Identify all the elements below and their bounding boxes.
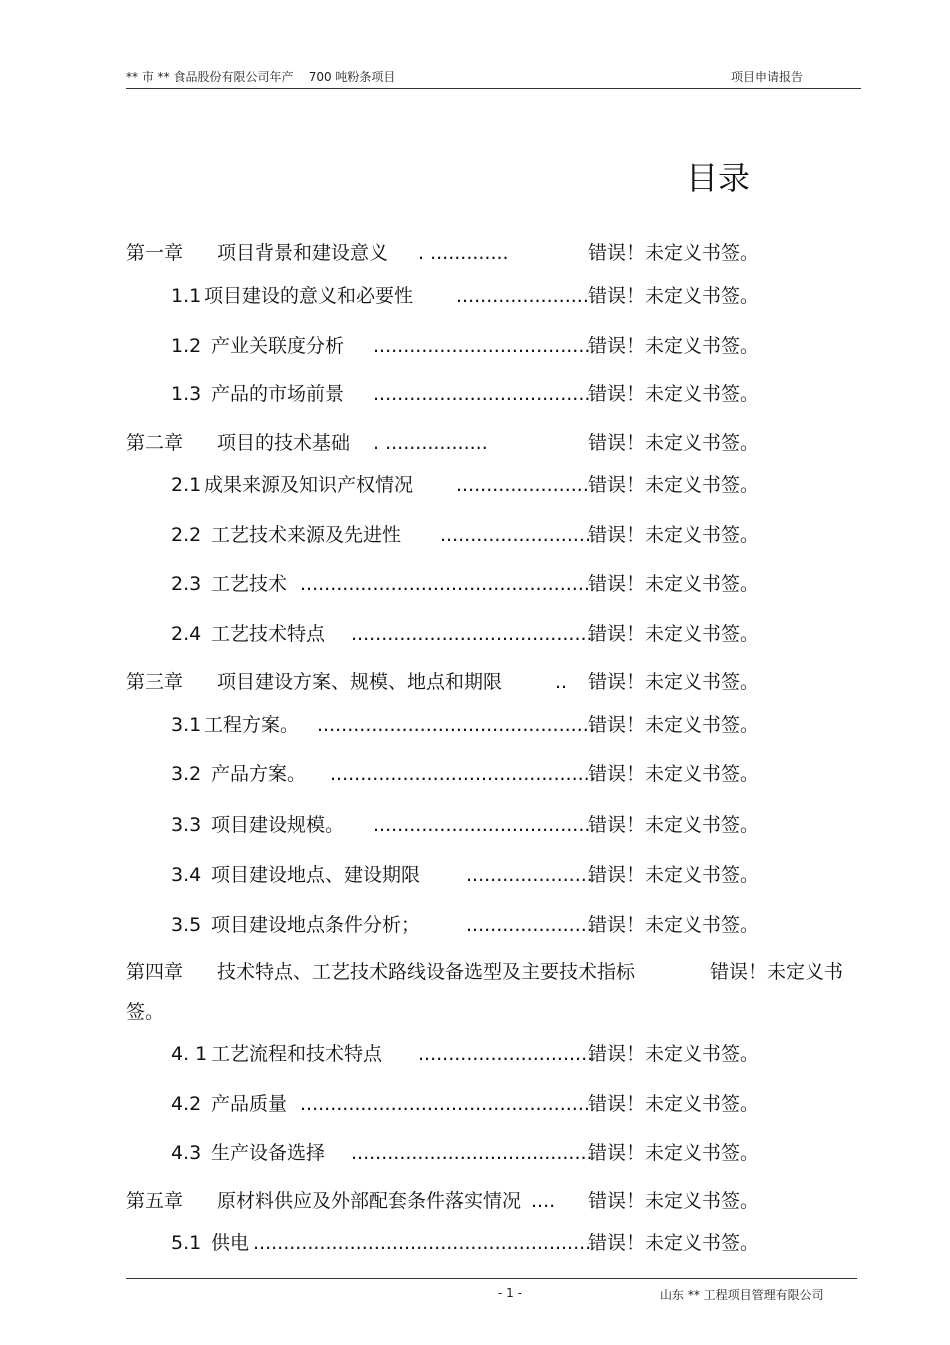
toc-entry-page-ref: 错误！未定义书签。 <box>588 1142 760 1164</box>
toc-entry-page-ref: 错误！未定义书签。 <box>588 524 760 546</box>
toc-entry-page-ref: 错误！未定义书签。 <box>588 474 760 496</box>
toc-entry-label: 工程方案。 <box>204 714 300 736</box>
toc-entry-number: 第二章 <box>126 432 184 454</box>
toc-entry-number: 3.5 <box>171 914 202 936</box>
toc-leader-dots: .... <box>531 1190 556 1212</box>
toc-entry-label: 生产设备选择 <box>211 1142 326 1164</box>
toc-entry-number: 3.2 <box>171 763 202 785</box>
toc-entry-label: 项目建设规模。 <box>211 814 345 836</box>
toc-leader-dots: .. <box>555 671 568 693</box>
toc-entry-label: 工艺技术特点 <box>211 623 326 645</box>
toc-entry-page-ref-continued: 签。 <box>126 1001 165 1023</box>
toc-leader-dots: ................................................ <box>300 1093 590 1115</box>
toc-entry-chapter-1[interactable] <box>0 241 950 265</box>
toc-entry-page-ref: 错误！未定义书签。 <box>588 914 760 936</box>
toc-entry-section-2-1[interactable] <box>0 473 950 497</box>
toc-entry-number: 第四章 <box>126 961 184 983</box>
toc-entry-section-3-1[interactable] <box>0 713 950 737</box>
toc-leader-dots: .................................... <box>373 383 591 405</box>
toc-entry-section-2-3[interactable] <box>0 572 950 596</box>
toc-entry-label: 工艺流程和技术特点 <box>211 1043 383 1065</box>
toc-entry-number: 2.2 <box>171 524 202 546</box>
footer-rule <box>126 1278 857 1279</box>
toc-entry-page-ref: 错误！未定义书签。 <box>588 714 760 736</box>
toc-entry-number: 2.1 <box>171 474 202 496</box>
toc-leader-dots: ..................... <box>466 864 593 886</box>
toc-entry-label: 工艺技术 <box>211 573 288 595</box>
toc-entry-label: 项目建设地点条件分析； <box>211 914 421 936</box>
toc-entry-number: 1.1 <box>171 285 202 307</box>
toc-entry-page-ref: 错误！未定义书签。 <box>588 1093 760 1115</box>
toc-entry-label: 产品的市场前景 <box>211 383 345 405</box>
toc-leader-dots: .............................................. <box>317 714 595 736</box>
toc-entry-label: 产业关联度分析 <box>211 335 345 357</box>
toc-entry-page-ref: 错误！未定义书签。 <box>588 432 760 454</box>
toc-leader-dots: ...................... <box>456 474 589 496</box>
toc-entry-number: 4.2 <box>171 1093 202 1115</box>
toc-leader-dots: ......................... <box>440 524 591 546</box>
toc-entry-label: 工艺技术来源及先进性 <box>211 524 402 546</box>
toc-entry-label: 项目建设方案、规模、地点和期限 <box>217 671 503 693</box>
toc-entry-number: 1.2 <box>171 335 202 357</box>
toc-entry-chapter-3[interactable] <box>0 670 950 694</box>
toc-entry-number: 3.4 <box>171 864 202 886</box>
toc-entry-number: 4.3 <box>171 1142 202 1164</box>
toc-leader-dots: . ............. <box>418 242 509 264</box>
toc-leader-dots: ............................. <box>418 1043 594 1065</box>
toc-leader-dots: ................................................ <box>300 573 590 595</box>
toc-leader-dots: ..................... <box>466 914 593 936</box>
toc-entry-section-1-2[interactable] <box>0 334 950 358</box>
toc-entry-section-4-1[interactable] <box>0 1042 950 1066</box>
toc-entry-number: 2.3 <box>171 573 202 595</box>
toc-entry-label: 原材料供应及外部配套条件落实情况 <box>217 1190 522 1212</box>
toc-entry-page-ref: 错误！未定义书签。 <box>588 763 760 785</box>
toc-entry-page-ref: 错误！未定义书签。 <box>588 1232 760 1254</box>
toc-leader-dots: . ................. <box>373 432 488 454</box>
toc-entry-page-ref: 错误！未定义书签。 <box>588 814 760 836</box>
toc-entry-section-1-3[interactable] <box>0 382 950 406</box>
toc-entry-section-3-3[interactable] <box>0 813 950 837</box>
toc-entry-label: 供电 <box>211 1232 250 1254</box>
toc-entry-label: 产品质量 <box>211 1093 288 1115</box>
toc-entry-page-ref: 错误！未定义书签。 <box>588 623 760 645</box>
toc-entry-section-3-5[interactable] <box>0 913 950 937</box>
toc-entry-number: 1.3 <box>171 383 202 405</box>
toc-entry-section-4-3[interactable] <box>0 1141 950 1165</box>
toc-entry-section-3-2[interactable] <box>0 762 950 786</box>
toc-leader-dots: ........................................ <box>351 623 593 645</box>
toc-leader-dots: ........................................................ <box>253 1232 592 1254</box>
toc-entry-section-3-4[interactable] <box>0 863 950 887</box>
toc-entry-label: 产品方案。 <box>211 763 307 785</box>
toc-entry-number: 2.4 <box>171 623 202 645</box>
toc-entry-number: 3.1 <box>171 714 202 736</box>
running-header-right: 项目申请报告 <box>731 70 804 84</box>
toc-entry-page-ref: 错误！未定义书签。 <box>588 383 760 405</box>
toc-entry-page-ref: 错误！未定义书签。 <box>588 1043 760 1065</box>
toc-entry-chapter-2[interactable] <box>0 431 950 455</box>
toc-entry-section-2-4[interactable] <box>0 622 950 646</box>
toc-entry-page-ref: 错误！未定义书签。 <box>588 1190 760 1212</box>
toc-entry-label: 项目建设的意义和必要性 <box>204 285 414 307</box>
toc-entry-number: 第五章 <box>126 1190 184 1212</box>
toc-entry-label: 技术特点、工艺技术路线设备选型及主要技术指标 <box>217 961 636 983</box>
page-number: - 1 - <box>498 1286 522 1300</box>
toc-entry-number: 第三章 <box>126 671 184 693</box>
toc-entry-section-5-1[interactable] <box>0 1231 950 1255</box>
toc-entry-label: 项目背景和建设意义 <box>217 242 389 264</box>
footer-company: 山东 ** 工程项目管理有限公司 <box>660 1288 824 1302</box>
toc-leader-dots: ...................... <box>456 285 589 307</box>
toc-entry-number: 3.3 <box>171 814 202 836</box>
toc-entry-section-2-2[interactable] <box>0 523 950 547</box>
toc-entry-page-ref: 错误！未定义书签。 <box>588 864 760 886</box>
toc-entry-number: 4. 1 <box>171 1043 208 1065</box>
toc-entry-label: 项目建设地点、建设期限 <box>211 864 421 886</box>
toc-entry-page-ref: 错误！未定义书签。 <box>588 242 760 264</box>
toc-entry-page-ref: 错误！未定义书签。 <box>588 573 760 595</box>
toc-entry-label: 项目的技术基础 <box>217 432 351 454</box>
toc-entry-number: 第一章 <box>126 242 184 264</box>
toc-entry-page-ref: 错误！未定义书签。 <box>588 335 760 357</box>
toc-entry-chapter-5[interactable] <box>0 1189 950 1213</box>
toc-leader-dots: ............................................ <box>330 763 596 785</box>
toc-leader-dots: ........................................ <box>351 1142 593 1164</box>
toc-entry-number: 5.1 <box>171 1232 202 1254</box>
toc-entry-chapter-4[interactable] <box>0 960 950 1024</box>
toc-entry-section-1-1[interactable] <box>0 284 950 308</box>
running-header-left: ** 市 ** 食品股份有限公司年产 700 吨粉条项目 <box>126 70 396 84</box>
toc-entry-page-ref: 错误！未定义书签。 <box>588 671 760 693</box>
toc-leader-dots: .................................... <box>373 814 591 836</box>
toc-entry-page-ref: 错误！未定义书 <box>710 961 844 983</box>
toc-entry-section-4-2[interactable] <box>0 1092 950 1116</box>
toc-entry-label: 成果来源及知识产权情况 <box>204 474 414 496</box>
toc-leader-dots: .................................... <box>373 335 591 357</box>
toc-entry-page-ref: 错误！未定义书签。 <box>588 285 760 307</box>
